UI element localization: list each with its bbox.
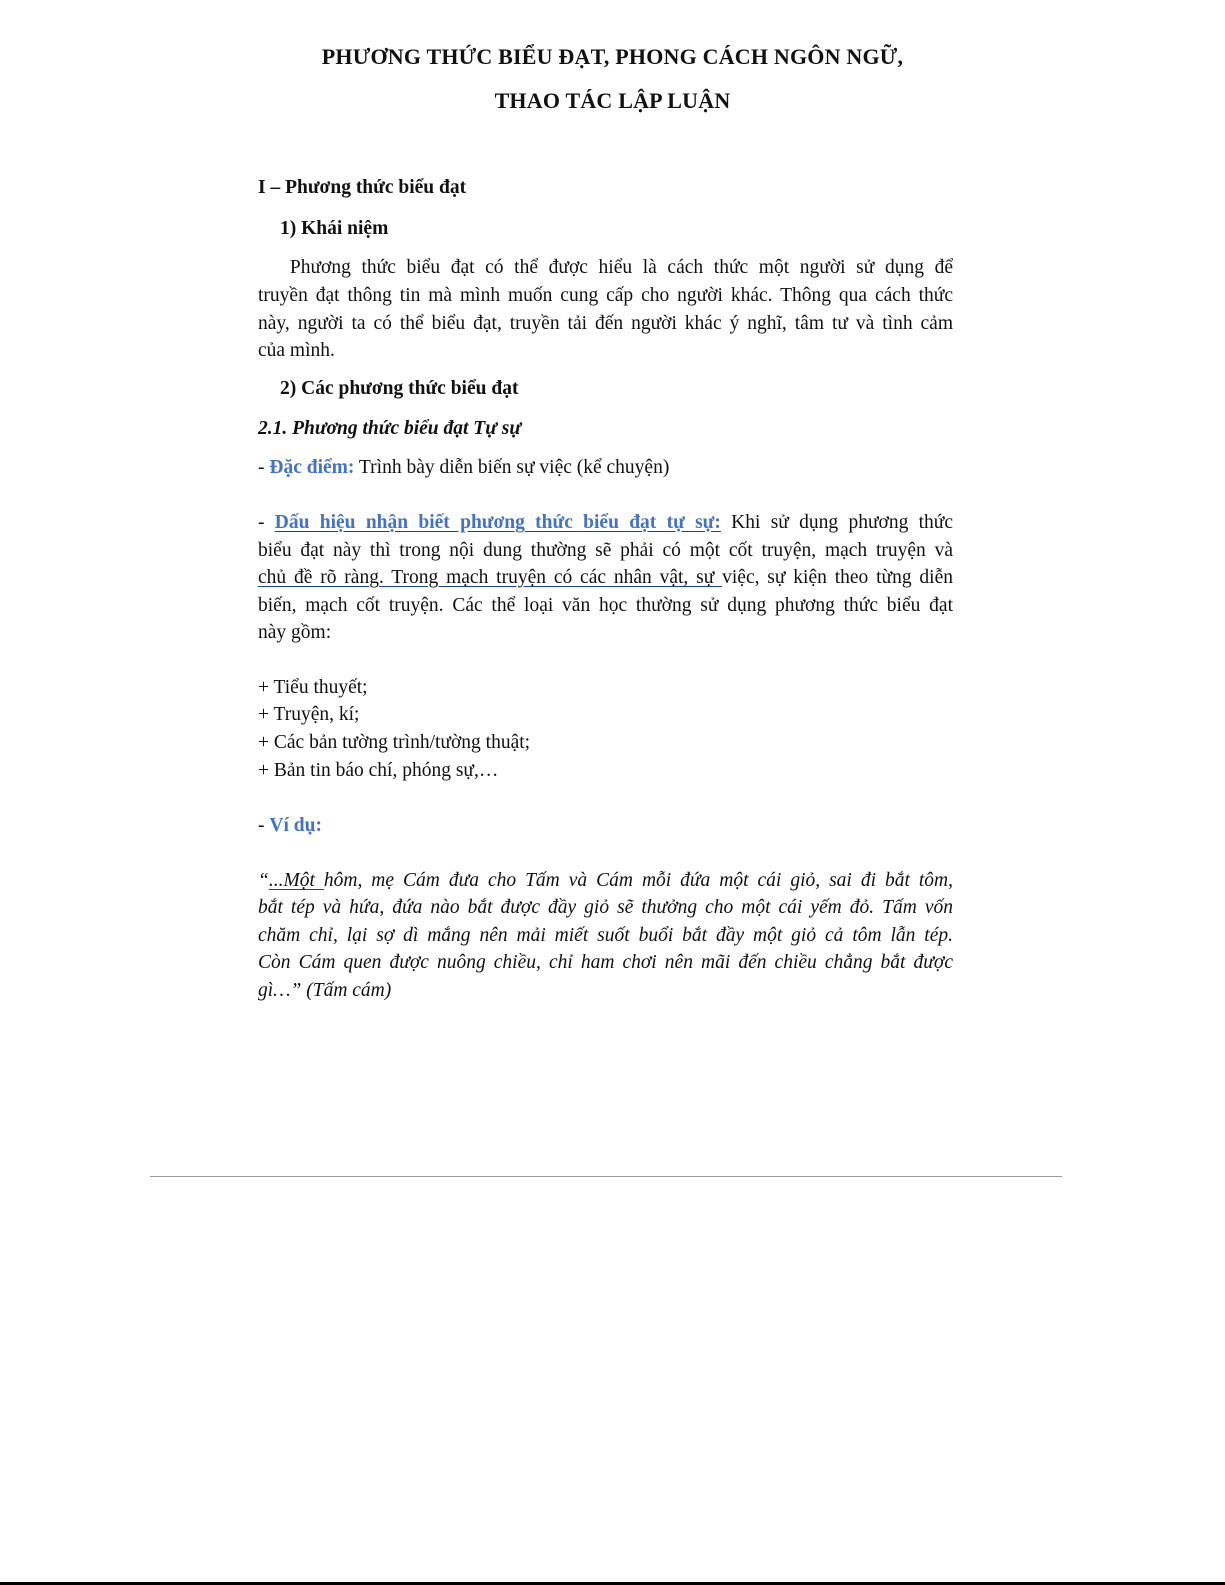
underlined-text: chủ đề rõ ràng. Trong mạch truyện có các nhân vật, sự (258, 567, 723, 588)
definition-line: của mình. (258, 340, 335, 361)
list-item: + Các bản tường trình/tường thuật; (258, 732, 531, 753)
sign-text: việc, sự kiện theo từng diễn (722, 567, 954, 588)
list-item: + Truyện, kí; (258, 704, 360, 725)
example-quote-line: chăm chỉ, lại sợ dì mắng nên mải miết suốt buổi bắt đầy một giỏ cả tôm lẫn tép. (258, 925, 953, 946)
subsection-heading-concept: 1) Khái niệm (280, 218, 389, 239)
example-quote-line: gì…” (Tấm cám) (258, 980, 392, 1001)
feature-label: Đặc điểm: (269, 457, 355, 478)
subsection-heading-narrative: 2.1. Phương thức biểu đạt Tự sự (258, 418, 522, 439)
document-title-line-1: PHƯƠNG THỨC BIỂU ĐẠT, PHONG CÁCH NGÔN NGỮ, (321, 44, 904, 69)
definition-line: này, người ta có thể biểu đạt, truyền tải đến người khác ý nghĩ, tâm tư và tình cảm (258, 313, 953, 334)
list-item: + Bản tin báo chí, phóng sự,… (258, 760, 499, 781)
sign-text: Khi sử dụng phương thức (720, 512, 954, 533)
example-quote-line (258, 870, 953, 892)
definition-line: truyền đạt thông tin mà mình muốn cung cấp cho người khác. Thông qua cách thức (258, 285, 953, 306)
feature-paragraph (258, 457, 669, 479)
sign-paragraph-line (258, 512, 953, 534)
sign-paragraph-line: này gồm: (258, 622, 332, 643)
sign-paragraph-line: biểu đạt này thì trong nội dung thường sẽ phải có một cốt truyện, mạch truyện và (258, 540, 953, 561)
subsection-heading-methods: 2) Các phương thức biểu đạt (280, 378, 519, 399)
bullet-dash: - (258, 512, 275, 533)
definition-line: Phương thức biểu đạt có thể được hiểu là cách thức một người sử dụng để (258, 257, 953, 278)
section-heading: I – Phương thức biểu đạt (258, 177, 467, 198)
example-label: Ví dụ: (269, 815, 322, 836)
bullet-dash: - (258, 815, 270, 836)
sign-label: Dấu hiệu nhận biết phương thức biểu đạt tự sự: (274, 512, 721, 533)
document-title-line-2: THAO TÁC LẬP LUẬN (494, 88, 731, 113)
underlined-text: ...Một (268, 870, 324, 891)
example-quote-line: bắt tép và hứa, đứa nào bắt được đầy giỏ sẽ thưởng cho một cái yếm đỏ. Tấm vốn (258, 897, 953, 918)
sign-paragraph-line (258, 567, 953, 589)
sign-paragraph-line: biến, mạch cốt truyện. Các thể loại văn học thường sử dụng phương thức biểu đạt (258, 595, 953, 616)
example-heading (258, 815, 322, 837)
feature-text: Trình bày diễn biến sự việc (kể chuyện) (354, 457, 670, 478)
example-text: hôm, mẹ Cám đưa cho Tấm và Cám mỗi đứa một cái giỏ, sai đi bắt tôm, (323, 870, 953, 891)
bullet-dash: - (258, 457, 270, 478)
list-item: + Tiểu thuyết; (258, 677, 368, 698)
example-quote-line: Còn Cám quen được nuông chiều, chỉ ham chơi nên mãi đến chiều chẳng bắt được (258, 952, 953, 973)
footer-divider (150, 1176, 1062, 1177)
quote-mark: “ (258, 870, 269, 891)
